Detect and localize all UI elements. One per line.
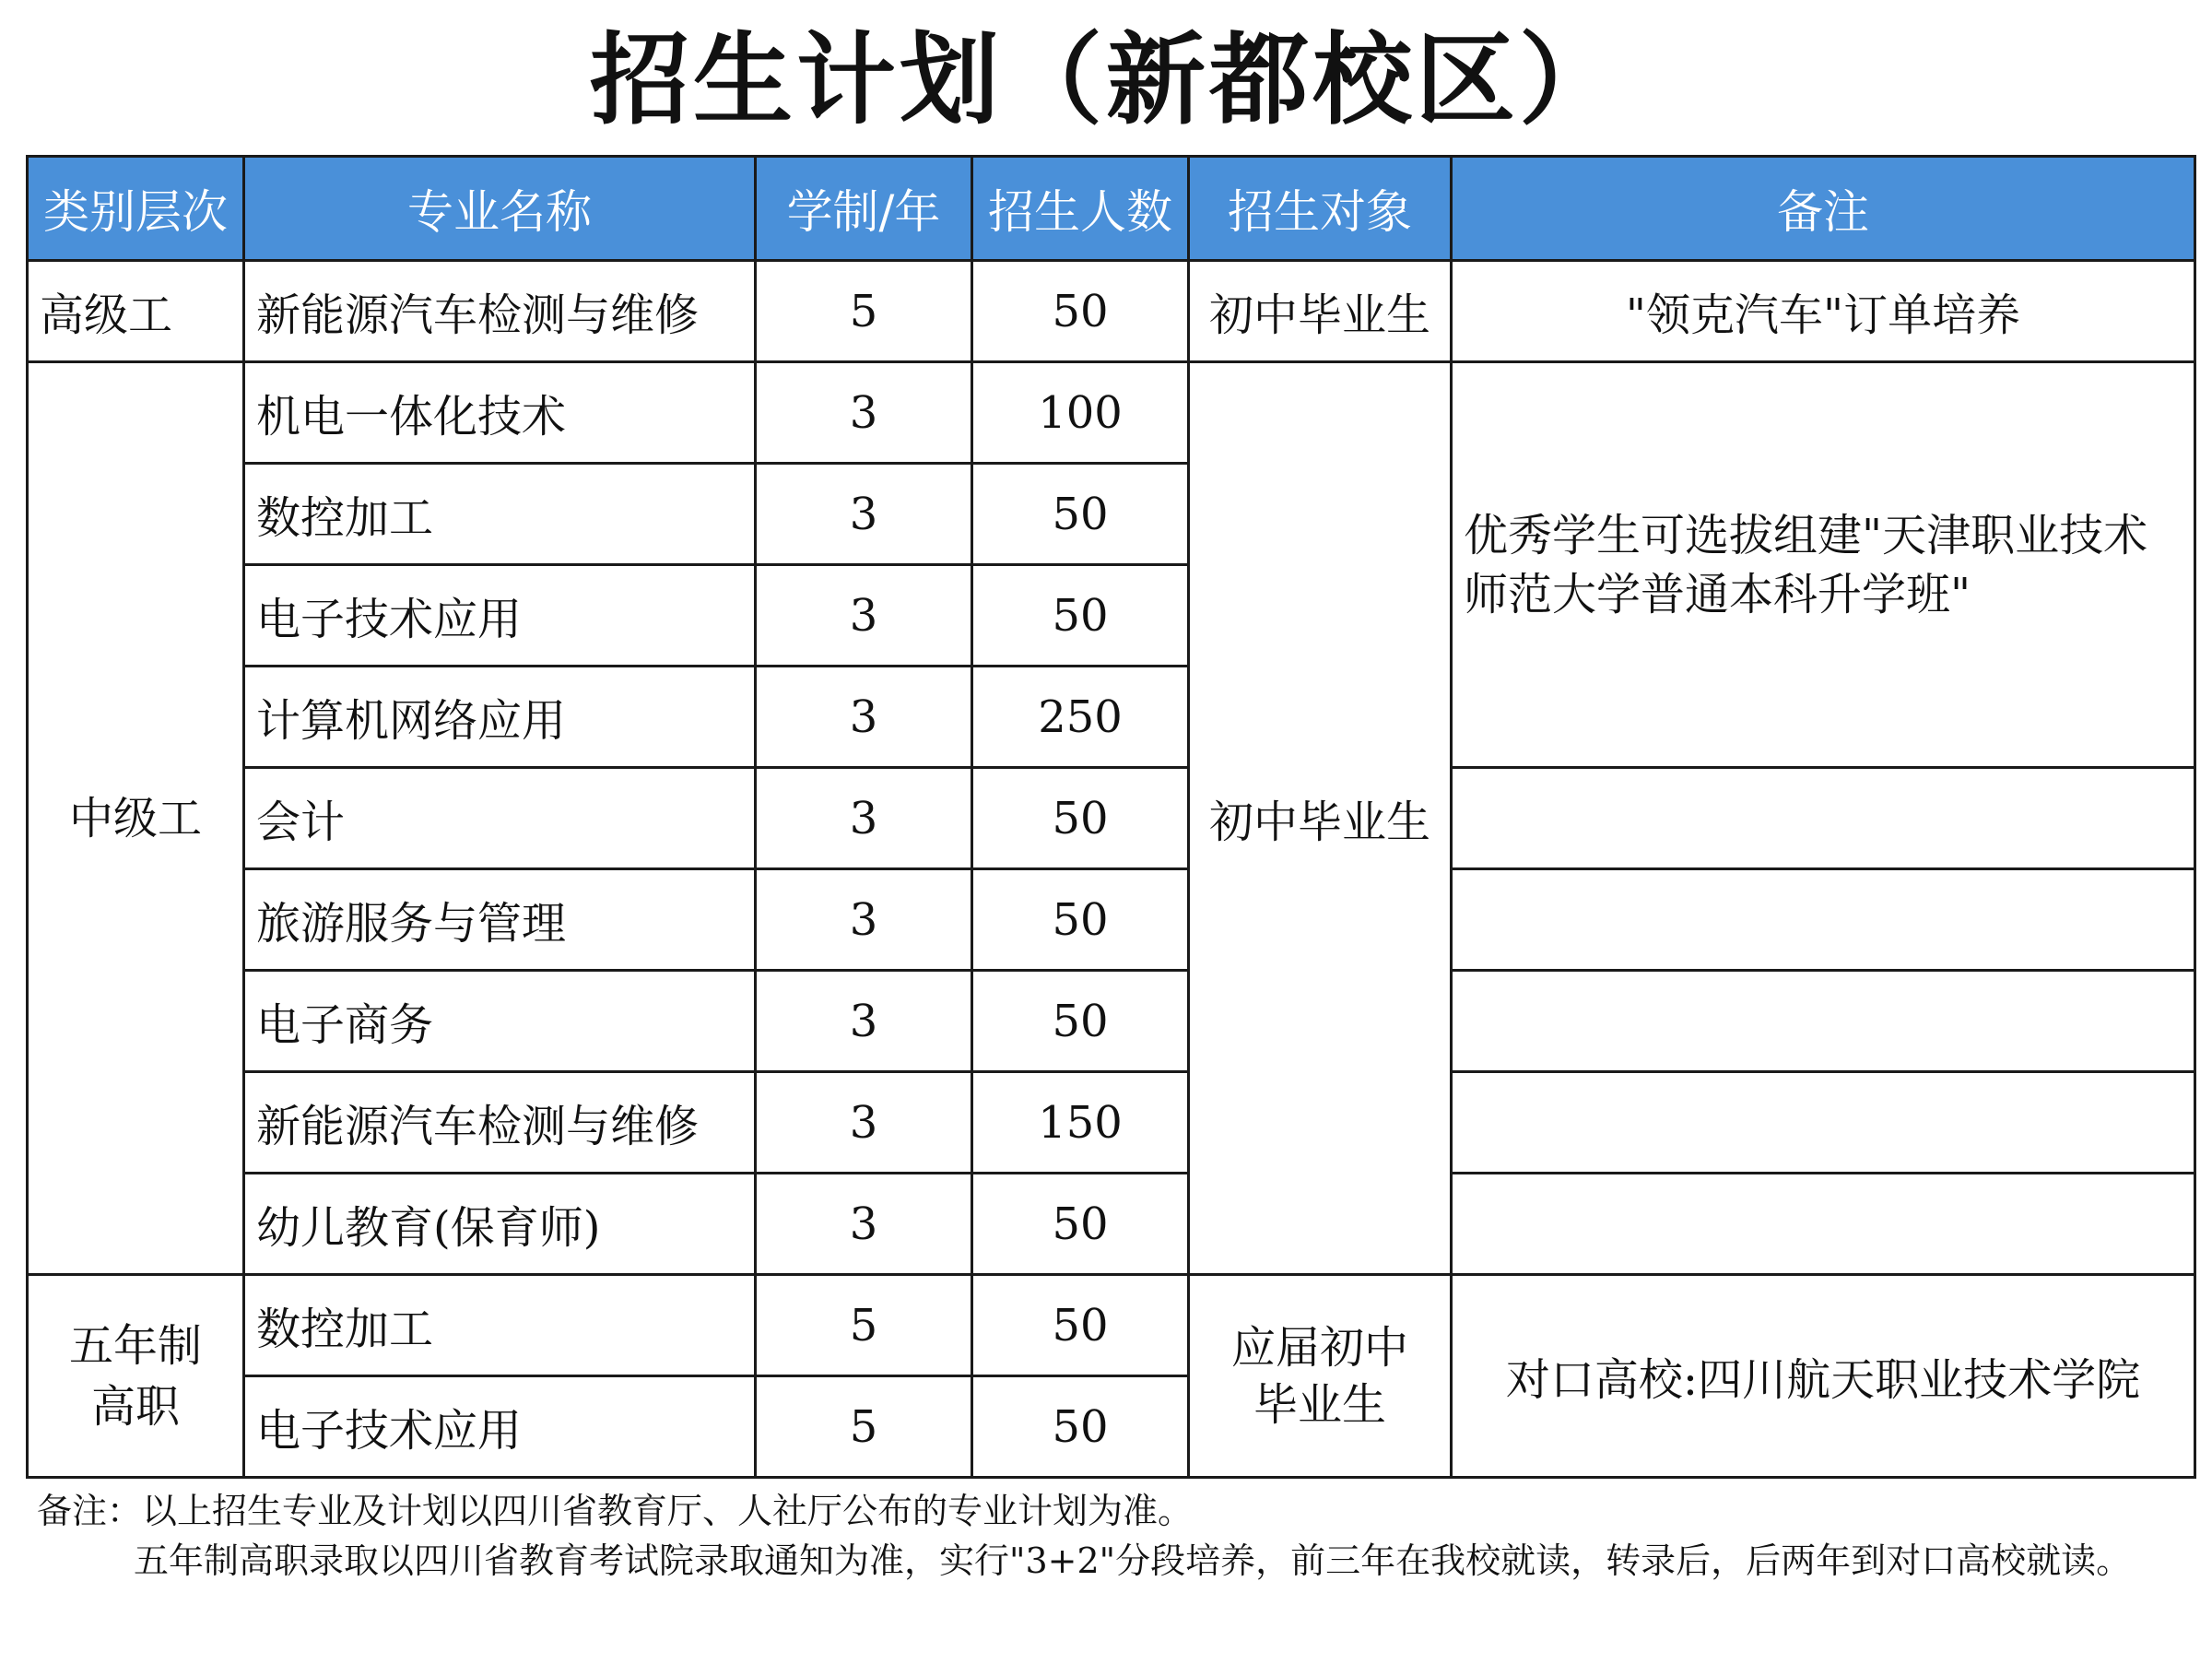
target-cell-mid: 初中毕业生 <box>1189 362 1452 1275</box>
major-cell: 电子技术应用 <box>244 565 756 667</box>
header-target: 招生对象 <box>1189 157 1452 261</box>
years-cell: 3 <box>756 667 972 768</box>
major-cell: 电子技术应用 <box>244 1376 756 1478</box>
count-cell: 50 <box>972 1376 1189 1478</box>
category-five-line1: 五年制 <box>68 1319 202 1372</box>
category-cell-five-year <box>28 1275 244 1478</box>
years-cell: 3 <box>756 869 972 971</box>
years-cell: 5 <box>756 1376 972 1478</box>
category-cell-mid: 中级工 <box>28 362 244 1275</box>
count-cell: 100 <box>972 362 1189 464</box>
years-cell: 3 <box>756 1072 972 1174</box>
remark-cell-mid: 优秀学生可选拔组建"天津职业技术师范大学普通本科升学班" <box>1452 362 2195 768</box>
page-title: 招生计划（新都校区） <box>589 23 1622 138</box>
target-cell-five-year <box>1189 1275 1452 1478</box>
count-cell: 50 <box>972 1174 1189 1275</box>
major-cell: 数控加工 <box>244 1275 756 1376</box>
major-cell: 计算机网络应用 <box>244 667 756 768</box>
header-major: 专业名称 <box>244 157 756 261</box>
count-cell: 50 <box>972 768 1189 869</box>
major-cell: 新能源汽车检测与维修 <box>244 261 756 362</box>
table-row <box>28 362 2195 464</box>
footnote-line-1: 备注：以上招生专业及计划以四川省教育厅、人社厅公布的专业计划为准。 <box>37 1491 1194 1531</box>
years-cell: 3 <box>756 464 972 565</box>
years-cell: 3 <box>756 768 972 869</box>
header-years: 学制/年 <box>756 157 972 261</box>
remark-cell-empty <box>1452 1174 2195 1275</box>
table-row <box>28 261 2195 362</box>
target-cell: 初中毕业生 <box>1189 261 1452 362</box>
years-cell: 3 <box>756 362 972 464</box>
major-cell: 旅游服务与管理 <box>244 869 756 971</box>
count-cell: 50 <box>972 565 1189 667</box>
count-cell: 50 <box>972 1275 1189 1376</box>
category-cell: 高级工 <box>28 261 244 362</box>
target-five-line2: 毕业生 <box>1253 1378 1386 1431</box>
count-cell: 50 <box>972 464 1189 565</box>
header-remark: 备注 <box>1452 157 2195 261</box>
count-cell: 50 <box>972 971 1189 1072</box>
header-count: 招生人数 <box>972 157 1189 261</box>
count-cell: 250 <box>972 667 1189 768</box>
remark-cell-empty <box>1452 1072 2195 1174</box>
table-row <box>28 1275 2195 1376</box>
header-category: 类别层次 <box>28 157 244 261</box>
major-cell: 新能源汽车检测与维修 <box>244 1072 756 1174</box>
table-row <box>28 1174 2195 1275</box>
remark-cell: "领克汽车"订单培养 <box>1452 261 2195 362</box>
years-cell: 5 <box>756 261 972 362</box>
major-cell: 数控加工 <box>244 464 756 565</box>
count-cell: 50 <box>972 869 1189 971</box>
years-cell: 3 <box>756 1174 972 1275</box>
count-cell: 50 <box>972 261 1189 362</box>
years-cell: 3 <box>756 565 972 667</box>
count-cell: 150 <box>972 1072 1189 1174</box>
remark-cell-empty <box>1452 768 2195 869</box>
enrollment-table <box>26 155 2196 1479</box>
target-five-line1: 应届初中 <box>1230 1321 1408 1374</box>
years-cell: 5 <box>756 1275 972 1376</box>
footnotes <box>37 1486 2184 1586</box>
major-cell: 会计 <box>244 768 756 869</box>
footnote-line-2: 五年制高职录取以四川省教育考试院录取通知为准，实行"3+2"分段培养，前三年在我校就读，转录后，后两年到对口高校就读。 <box>134 1540 2132 1581</box>
table-row <box>28 971 2195 1072</box>
category-five-line2: 高职 <box>90 1380 180 1433</box>
table-row <box>28 768 2195 869</box>
table-row <box>28 869 2195 971</box>
major-cell: 幼儿教育(保育师) <box>244 1174 756 1275</box>
remark-cell-empty <box>1452 869 2195 971</box>
years-cell: 3 <box>756 971 972 1072</box>
remark-cell-five-year: 对口高校:四川航天职业技术学院 <box>1452 1275 2195 1478</box>
table-row <box>28 1072 2195 1174</box>
remark-cell-empty <box>1452 971 2195 1072</box>
major-cell: 机电一体化技术 <box>244 362 756 464</box>
table-header-row <box>28 157 2195 261</box>
major-cell: 电子商务 <box>244 971 756 1072</box>
